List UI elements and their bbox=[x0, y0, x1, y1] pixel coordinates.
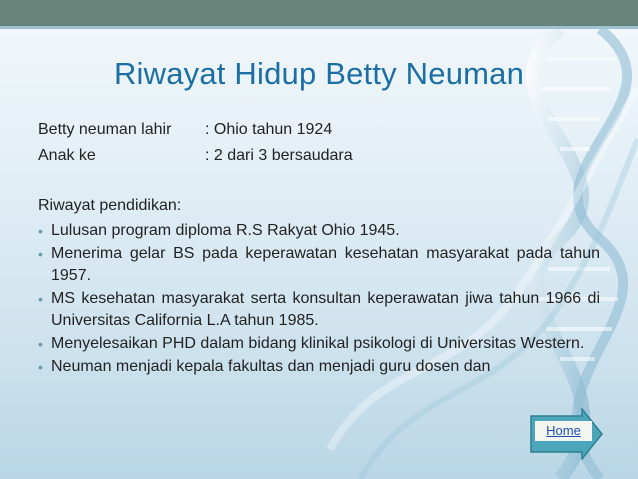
bullet-icon: • bbox=[38, 246, 43, 262]
list-item bbox=[38, 243, 600, 287]
info-label: Anak ke bbox=[38, 147, 96, 164]
top-bar bbox=[0, 0, 638, 26]
list-item-text: MS kesehatan masyarakat serta konsultan keperawatan jiwa tahun 1966 di Universitas California L.A tahun 1985. bbox=[51, 290, 600, 329]
slide-title: Riwayat Hidup Betty Neuman bbox=[113, 56, 525, 91]
bullet-icon: • bbox=[38, 223, 43, 239]
info-row-child-order bbox=[38, 147, 353, 165]
list-item-text: Menyelesaikan PHD dalam bidang klinikal psikologi di Universitas Western. bbox=[51, 335, 585, 352]
bullet-icon: • bbox=[38, 291, 43, 307]
list-item-text: Lulusan program diploma R.S Rakyat Ohio 1945. bbox=[51, 222, 400, 239]
info-row-birth bbox=[38, 121, 332, 139]
list-item-text: Menerima gelar BS pada keperawatan kesehatan masyarakat pada tahun 1957. bbox=[51, 245, 600, 284]
home-button[interactable] bbox=[530, 408, 604, 460]
info-label: Betty neuman lahir bbox=[38, 121, 172, 138]
info-value: : 2 dari 3 bersaudara bbox=[205, 147, 353, 164]
list-item bbox=[38, 220, 600, 242]
info-value: : Ohio tahun 1924 bbox=[205, 121, 333, 138]
list-item bbox=[38, 356, 600, 378]
education-list bbox=[38, 220, 600, 379]
home-link[interactable]: Home bbox=[535, 421, 592, 441]
bullet-icon: • bbox=[38, 336, 43, 352]
education-heading: Riwayat pendidikan: bbox=[38, 197, 182, 214]
list-item bbox=[38, 288, 600, 332]
list-item bbox=[38, 333, 600, 355]
bullet-icon: • bbox=[38, 359, 43, 375]
list-item-text: Neuman menjadi kepala fakultas dan menjadi guru dosen dan bbox=[51, 358, 491, 375]
